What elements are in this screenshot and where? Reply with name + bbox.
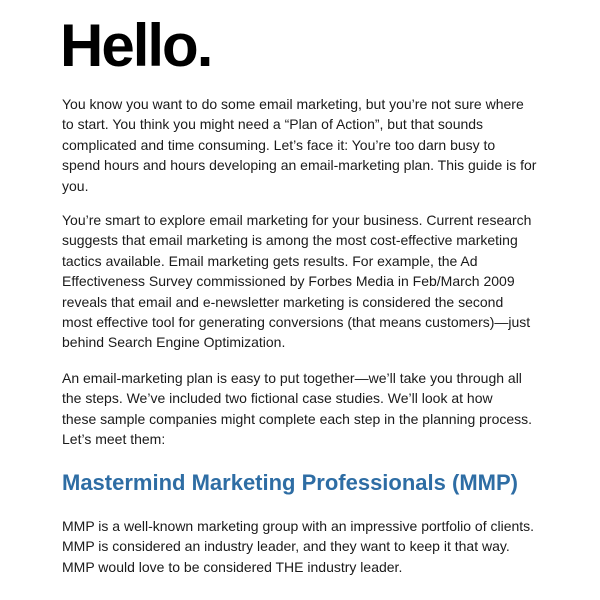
paragraph-line: Effectiveness Survey commissioned by Forbes Media in Feb/March 2009 — [62, 273, 515, 290]
paragraph-line: MMP would love to be considered THE industry leader. — [62, 558, 403, 575]
section-heading: Mastermind Marketing Professionals (MMP) — [62, 470, 518, 495]
paragraph-line: suggests that email marketing is among the most cost-effective marketing — [62, 232, 518, 249]
paragraph-line: Let’s meet them: — [62, 431, 166, 448]
paragraph-line: An email-marketing plan is easy to put together—we’ll take you through all — [62, 370, 522, 386]
paragraph-line: spend hours and hours developing an email-marketing plan. This guide is for — [62, 157, 537, 174]
paragraph-line: You know you want to do some email marketing, but you’re not sure where — [62, 96, 524, 112]
paragraph-line: behind Search Engine Optimization. — [62, 334, 286, 351]
paragraph-line: You’re smart to explore email marketing for your business. Current research — [62, 212, 532, 228]
research-paragraph — [62, 210, 582, 353]
plan-paragraph — [62, 368, 582, 450]
paragraph-line: to start. You think you might need a “Plan of Action”, but that sounds — [62, 116, 484, 133]
paragraph-line: MMP is a well-known marketing group with an impressive portfolio of clients. — [62, 518, 535, 534]
paragraph-line: most effective tool for generating conversions (that means customers)—just — [62, 314, 531, 331]
paragraph-line: tactics available. Email marketing gets results. For example, the Ad — [62, 252, 478, 269]
paragraph-line: MMP is considered an industry leader, and they want to keep it that way. — [62, 538, 510, 555]
section-body-paragraph — [62, 516, 582, 577]
paragraph-line: the steps. We’ve included two fictional case studies. We’ll look at how — [62, 390, 493, 407]
paragraph-line: reveals that email and e-newsletter marketing is considered the second — [62, 293, 504, 310]
intro-paragraph — [62, 94, 582, 196]
paragraph-line: complicated and time consuming. Let’s face it: You’re too darn busy to — [62, 136, 496, 153]
page-title: Hello. — [60, 12, 212, 79]
paragraph-line: these sample companies might complete each step in the planning process. — [62, 410, 533, 427]
paragraph-line: you. — [62, 177, 89, 194]
